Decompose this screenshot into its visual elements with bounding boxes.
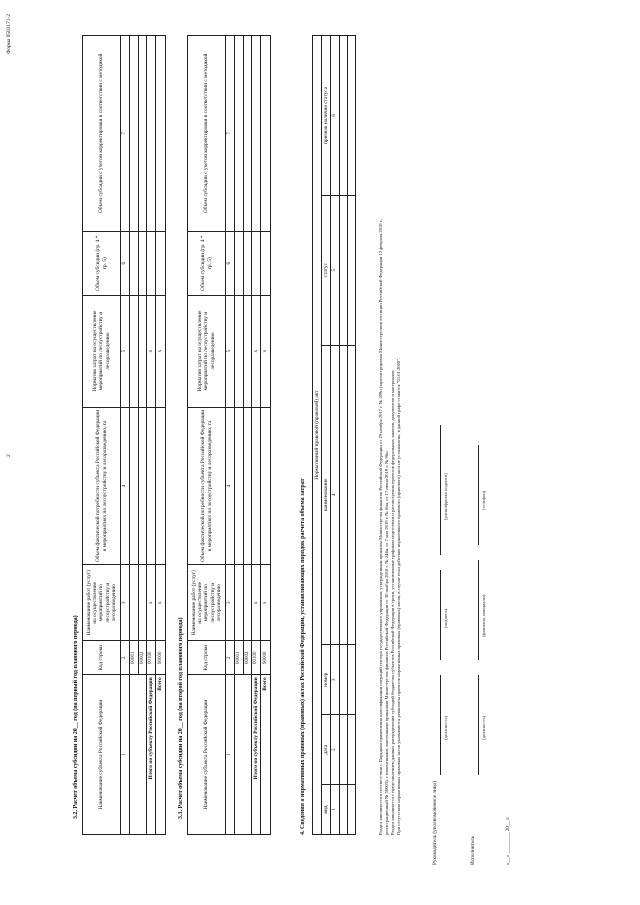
header-subsidy: Объем субсидии (гр. 4 * гр. 5) [188,231,226,295]
table-cell [252,36,261,232]
table-cell [243,231,252,295]
header-kind: вид [322,785,331,835]
table-cell [147,36,156,232]
table-cell [138,36,147,232]
x-cell: x [252,295,261,407]
row-code: 00001 [234,641,243,675]
table-cell [261,231,270,295]
row-code: 00100 [252,641,261,675]
table-cell [129,231,138,295]
table-cell [129,565,138,641]
page-number: 2 [6,454,12,457]
col-number: 2 [121,641,130,675]
footnote: Раздел заполняется в соответствии с Порядком применения классификации операций сектора государственного управления, утвержденным приказом Министерства финансов Российской Федерации от 29 ноября 2017 г. № 209н (зарегистрирован Министерством юстиции Российской Федерации 12 февраля 2018 г., [378,218,383,835]
head-label: Руководитель (уполномоченное лицо) [432,781,438,865]
section-3-2-title: 3.2. Расчет объема субсидии на 20__ год (на первый год планового периода) [73,615,79,819]
decoding-caption: (расшифровка подписи) [443,473,448,520]
table-cell [234,565,243,641]
col-number: 6 [226,231,235,295]
position-caption: (должность) [481,715,486,740]
header-need: Объем фактической потребности субъекта Российской Федерации в мероприятиях по лесоустройству и лесоразведению, га [83,407,121,565]
section-4-table [312,35,356,835]
executor-position-line [478,675,479,775]
header-subsidy: Объем субсидии (гр. 4 * гр. 5) [83,231,121,295]
table-cell [156,407,165,565]
table-cell [147,407,156,565]
name-caption: (фамилия, инициалы) [481,594,486,637]
header-status-flag: признак наличия статуса [322,36,331,196]
table-cell [348,345,356,645]
row-code: 00100 [147,641,156,675]
table-cell [147,231,156,295]
header-subject: Наименование субъекта Российской Федерации [188,675,226,835]
header-norm: Норматив затрат на осуществление мероприятий по лесоустройству и лесоразведению [83,295,121,407]
col-number: 3 [331,645,340,715]
header-works: Наименование работ (услуг) на осуществление мероприятий по лесоустройству и лесоразведению [188,565,226,641]
table-cell [348,715,356,785]
row-code: 00002 [243,641,252,675]
phone-line [478,445,479,545]
total-label: Всего [261,675,270,835]
table-cell [261,36,270,232]
section-4-group-header: Нормативный правовой (правовой) акт [313,36,322,835]
col-number: 7 [121,36,130,232]
form-label: Форма 0503171-2 [6,14,12,55]
x-cell: x [252,565,261,641]
table-cell [261,407,270,565]
table-cell [234,231,243,295]
header-adjusted: Объем субсидии с учетом корректировки в соответствии с методикой [83,36,121,232]
row-code: 90000 [156,641,165,675]
x-cell: x [147,565,156,641]
col-number: 5 [331,195,340,345]
section-4-title: 4. Сведения о нормативных правовых (правовых) актах Российской Федерации, устанавливающих порядок расчета объема затрат [300,478,306,835]
table-cell [138,295,147,407]
phone-caption: (телефон) [481,490,486,510]
row-code: 00001 [129,641,138,675]
total-label: Всего [156,675,165,835]
table-cell [243,565,252,641]
header-date: дата [322,715,331,785]
col-number: 5 [226,295,235,407]
table-cell [340,645,348,715]
name-line [478,560,479,660]
footnote: Раздел заполняется с представлением данных распределения субсидий бюджетам субъектов Российской Федерации в сроки, установленные графиком подготовки и рассмотрения проектов федеральных законов, документов и материалов. [389,369,395,835]
col-number: 4 [331,345,340,645]
x-cell: x [261,295,270,407]
table-cell [156,231,165,295]
footnote: При отсутствии нормативных правовых актов указываются реквизиты проектов нормативных правовых (правовых) актов, в случае если действие нормативного правового (правового) акта не установлено, в данной графе ставится "01.01.2000". [395,357,401,835]
section-3-3-table [187,35,271,835]
table-cell [129,407,138,565]
total-subject-label: Итого по субъекту Российской Федерации [147,675,156,835]
table-cell [138,407,147,565]
table-cell [129,36,138,232]
x-cell: x [156,565,165,641]
col-number: 1 [331,785,340,835]
table-cell [234,295,243,407]
col-number: 4 [226,407,235,565]
header-need: Объем фактической потребности субъекта Российской Федерации в мероприятиях по лесоустройству и лесоразведению, га [188,407,226,565]
x-cell: x [147,295,156,407]
position-caption: (должность) [443,715,448,740]
section-3-2-table [82,35,166,835]
col-number: 3 [121,565,130,641]
signature-line [440,570,441,660]
table-cell [138,565,147,641]
signature-caption: (подпись) [443,608,448,628]
decoding-line [440,425,441,555]
header-subject: Наименование субъекта Российской Федерации [83,675,121,835]
footnote: регистрационный № 50003), с изменениями, внесенными приказами Министерства финансов Российской Федерации от 30 ноября 2018 г. № 244н, от 7 мая 2019 г. № 66н, от 17 июня 2019 г. № 96н [383,451,389,835]
row-code: 90000 [261,641,270,675]
table-cell [138,231,147,295]
executor-label: Исполнитель [470,835,476,865]
table-cell [156,36,165,232]
col-number: 2 [226,641,235,675]
col-number: 2 [331,715,340,785]
x-cell: x [156,295,165,407]
table-cell [243,407,252,565]
col-number: 6 [121,231,130,295]
total-subject-label: Итого по субъекту Российской Федерации [252,675,261,835]
footnotes [378,35,402,835]
header-status: статус [322,195,331,345]
table-cell [348,645,356,715]
col-number: 1 [226,675,235,835]
table-cell [243,295,252,407]
table-cell [348,195,356,345]
table-cell [340,36,348,196]
header-number: номер [322,645,331,715]
subject-cell [234,675,252,835]
header-norm: Норматив затрат на осуществление мероприятий по лесоустройству и лесоразведению [188,295,226,407]
header-adjusted: Объем субсидии с учетом корректировки в соответствии с методикой [188,36,226,232]
subject-cell [129,675,147,835]
col-number: 5 [121,295,130,407]
header-code: Код строки [83,641,121,675]
col-number: 4 [121,407,130,565]
date-text: «__» ________ 20__ г. [505,816,511,865]
table-cell [340,715,348,785]
col-number: 3 [226,565,235,641]
col-number: 7 [226,36,235,232]
table-cell [234,36,243,232]
table-cell [340,195,348,345]
table-cell [129,295,138,407]
header-name: наименование [322,345,331,645]
table-cell [340,785,348,835]
header-code: Код строки [188,641,226,675]
table-cell [348,785,356,835]
table-cell [243,36,252,232]
section-3-3-title: 3.3. Расчет объема субсидии на 20__ год (на второй год планового периода) [178,617,184,819]
table-cell [234,407,243,565]
table-cell [252,231,261,295]
col-number: 1 [121,675,130,835]
table-cell [252,407,261,565]
col-number: 6 [331,36,340,196]
x-cell: x [261,565,270,641]
position-line [440,675,441,775]
header-works: Наименование работ (услуг) на осуществление мероприятий по лесоустройству и лесоразведению [83,565,121,641]
table-cell [348,36,356,196]
row-code: 00002 [138,641,147,675]
table-cell [340,345,348,645]
